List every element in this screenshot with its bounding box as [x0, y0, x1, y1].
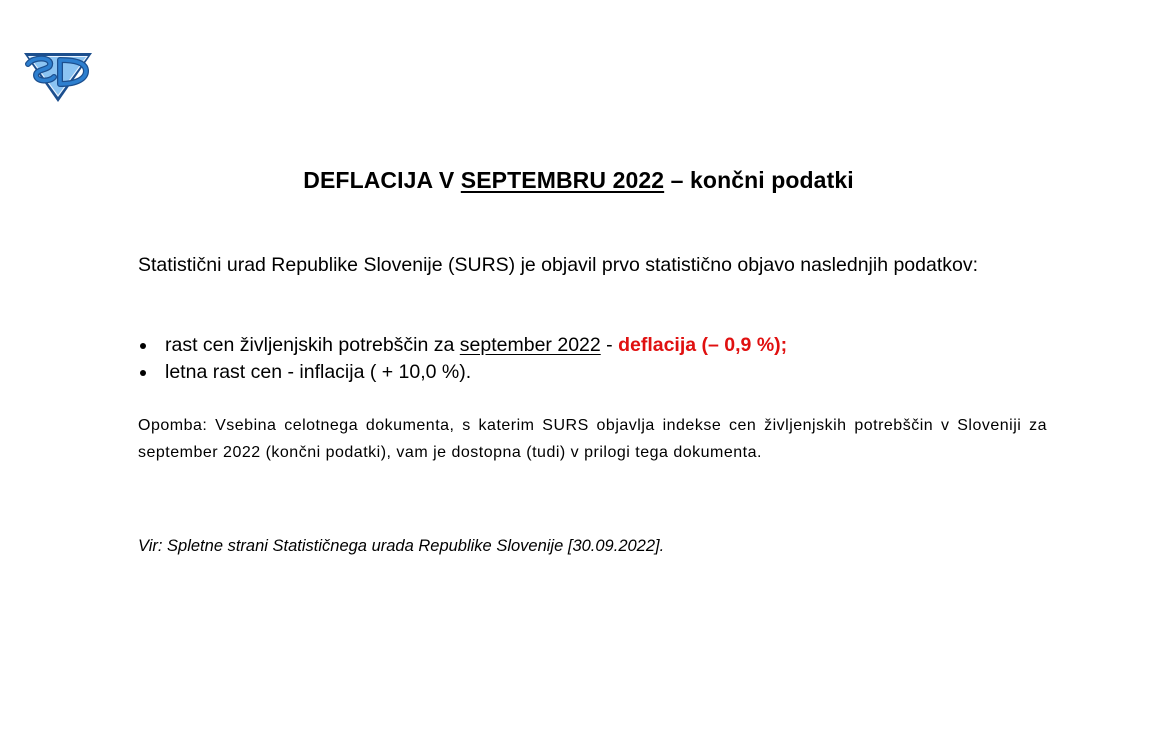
bullet-text: letna rast cen - inflacija ( + 10,0 %). [165, 361, 472, 383]
title-month-year: SEPTEMBRU 2022 [460, 167, 665, 193]
deflation-highlight: deflacija (– 0,9 %); [618, 334, 788, 356]
intro-paragraph: Statistični urad Republike Slovenije (SURS) je objavil prvo statistično objavo naslednjih podatkov: [138, 254, 979, 276]
bullet-monthly-deflation [138, 332, 1047, 359]
bullet-annual-inflation [138, 359, 1047, 386]
bullet-icon [140, 370, 146, 376]
note-paragraph: Opomba: Vsebina celotnega dokumenta, s katerim SURS objavlja indekse cen življenjskih potrebščin v Sloveniji za september 2022 (končni podatki), vam je dostopna (tudi) v prilogi tega dokumenta. [138, 417, 1047, 461]
bullet-prefix: rast cen življenjskih potrebščin za [165, 334, 460, 356]
title-part2: – končni podatki [664, 167, 854, 193]
source-citation: Vir: Spletne strani Statističnega urada Republike Slovenije [30.09.2022]. [138, 537, 665, 555]
bullet-list [138, 332, 1047, 386]
bullet-separator: - [600, 334, 619, 356]
bullet-icon [140, 343, 146, 349]
document-title [0, 167, 1157, 194]
sd-shield-logo [20, 48, 96, 104]
title-part1: DEFLACIJA V [303, 167, 461, 193]
bullet-month: september 2022 [459, 334, 601, 356]
